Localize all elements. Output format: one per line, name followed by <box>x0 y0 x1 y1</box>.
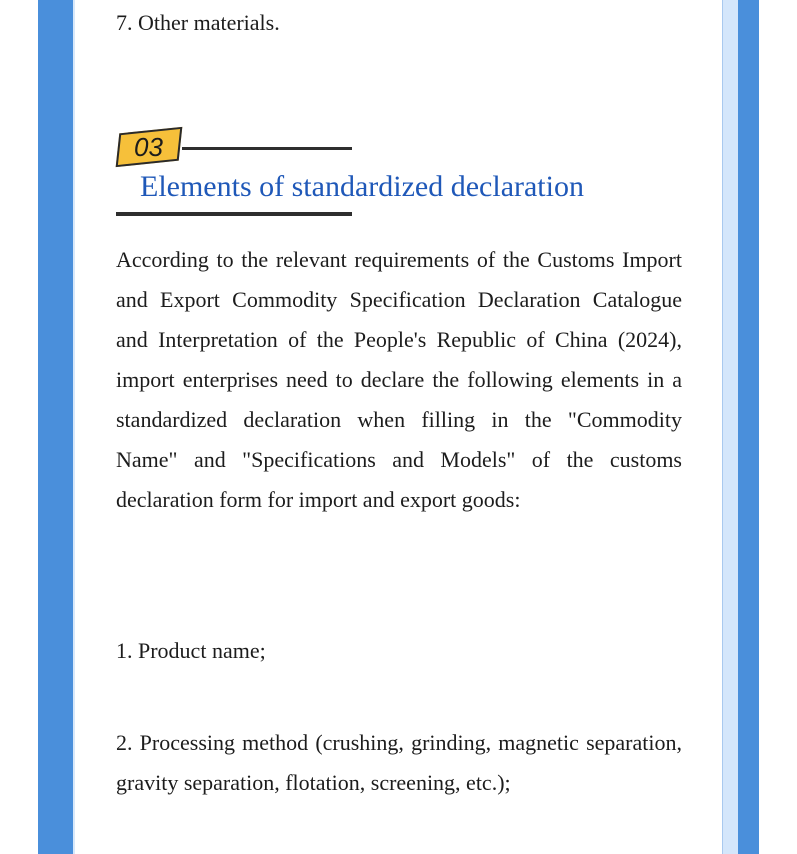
title-underline <box>116 212 352 216</box>
list-item-other-materials: 7. Other materials. <box>116 10 280 35</box>
section-title: Elements of standardized declaration <box>140 170 584 203</box>
badge-rule-line <box>182 147 352 150</box>
right-frame-bar <box>738 0 759 854</box>
section-number: 03 <box>134 132 163 162</box>
left-frame-bar <box>38 0 74 854</box>
right-frame-inner-bar <box>722 0 738 854</box>
list-item-processing-method: 2. Processing method (crushing, grinding, magnetic separation, gravity separation, flotation, screening, etc.); <box>116 730 682 795</box>
list-item-product-name: 1. Product name; <box>116 638 266 663</box>
intro-paragraph: According to the relevant requirements of the Customs Import and Export Commodity Specification Declaration Catalogue and Interpretation of the People's Republic of China (2024), import enterprises need to declare the following elements in a standardized declaration when filling in the "Commodity Name" and "Specifications and Models" of the customs declaration form for import and export goods: <box>116 247 682 512</box>
left-frame-edge <box>73 0 75 854</box>
